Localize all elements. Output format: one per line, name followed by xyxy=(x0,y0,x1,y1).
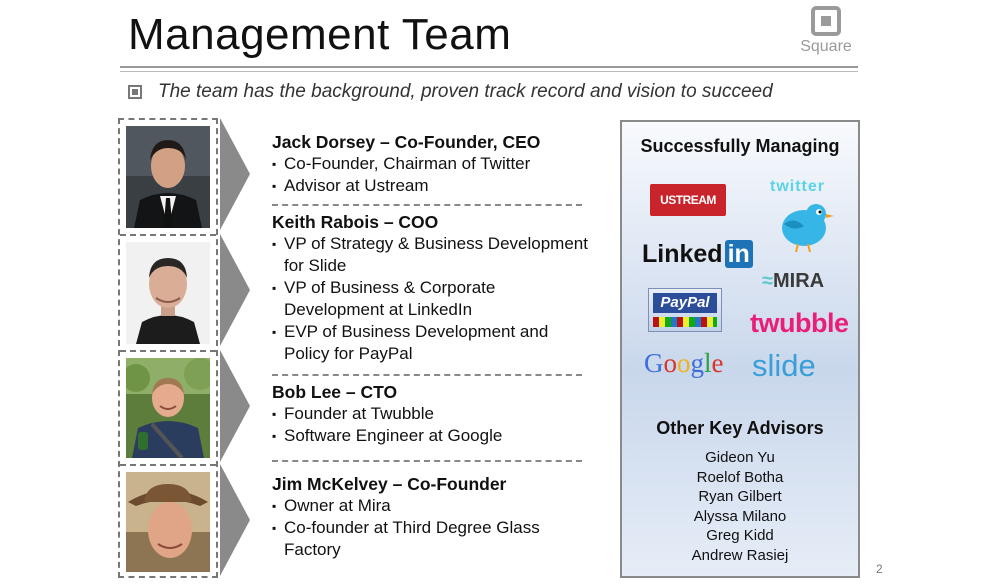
linkedin-in-badge: in xyxy=(725,240,753,268)
bio-name: Bob Lee – CTO xyxy=(272,382,398,402)
bio-separator xyxy=(272,374,582,376)
bio-bullet: ▪ Software Engineer at Google xyxy=(272,425,592,447)
slide-title: Management Team xyxy=(128,10,512,59)
advisor-name: Roelof Botha xyxy=(696,468,784,486)
advisor-name: Gideon Yu xyxy=(705,449,775,466)
twitter-logo-word: twitter xyxy=(770,178,825,195)
bio-bullet: ▪ VP of Business & Corporate Development at LinkedIn xyxy=(272,277,592,321)
photo-jack-dorsey xyxy=(126,126,210,228)
advisors-list xyxy=(622,448,858,565)
managing-panel xyxy=(620,120,860,578)
chevron-right-icon xyxy=(220,464,252,576)
twitter-bird-icon xyxy=(774,198,834,252)
mira-logo xyxy=(762,270,824,293)
photo-divider xyxy=(120,464,216,466)
photo-column xyxy=(118,118,218,578)
mira-wave-icon: ≈ xyxy=(762,270,773,292)
bio-bullet: ▪ Owner at Mira xyxy=(272,495,592,517)
title-rule-thin xyxy=(120,71,858,72)
photo-bob-lee xyxy=(126,358,210,458)
advisor-name: Greg Kidd xyxy=(706,527,774,544)
title-rule xyxy=(120,66,858,68)
chevron-right-icon xyxy=(220,118,252,230)
square-bullet-icon xyxy=(128,85,142,99)
bio-bullet: ▪ Co-founder at Third Degree Glass Factory xyxy=(272,517,592,561)
advisor-name: Ryan Gilbert xyxy=(698,488,782,505)
photo-divider xyxy=(120,234,216,236)
paypal-logo-word: PayPal xyxy=(653,293,717,313)
square-logo-icon xyxy=(811,6,841,36)
mira-logo-word: MIRA xyxy=(772,270,825,292)
photo-divider xyxy=(120,350,216,352)
ustream-logo: USTREAM xyxy=(650,184,726,216)
square-logo xyxy=(794,6,858,62)
subtitle: The team has the background, proven track record and vision to succeed xyxy=(158,81,773,102)
square-logo-word: Square xyxy=(800,38,852,55)
page-number: 2 xyxy=(876,562,883,576)
advisor-name: Andrew Rasiej xyxy=(691,546,789,564)
photo-keith-rabois xyxy=(126,242,210,344)
advisors-heading: Other Key Advisors xyxy=(656,418,824,438)
bio-bullet: ▪ Founder at Twubble xyxy=(272,403,592,425)
bio-jack-dorsey xyxy=(272,132,592,197)
linkedin-logo xyxy=(642,240,753,269)
bio-bullet: ▪ VP of Strategy & Business Development for Slide xyxy=(272,233,592,277)
linkedin-logo-word: Linked xyxy=(642,240,723,268)
bio-bullet: ▪ Co-Founder, Chairman of Twitter xyxy=(272,153,592,175)
paypal-card-stripe xyxy=(653,317,717,327)
bio-separator xyxy=(272,204,582,206)
photo-jim-mckelvey xyxy=(126,472,210,572)
bio-bullet: ▪ Advisor at Ustream xyxy=(272,175,592,197)
google-logo: Google xyxy=(644,348,724,378)
paypal-logo xyxy=(648,288,722,332)
bio-bob-lee xyxy=(272,382,592,447)
bio-name: Jack Dorsey – Co-Founder, CEO xyxy=(272,132,541,152)
twubble-logo: twubble xyxy=(750,308,849,338)
slide-logo: slide xyxy=(752,348,816,383)
chevron-right-icon xyxy=(220,234,252,346)
panel-heading: Successfully Managing xyxy=(640,136,840,156)
bio-keith-rabois xyxy=(272,212,592,365)
chevron-right-icon xyxy=(220,350,252,462)
bio-separator xyxy=(272,460,582,462)
bio-name: Keith Rabois – COO xyxy=(272,212,439,232)
bio-name: Jim McKelvey – Co-Founder xyxy=(272,474,507,494)
advisor-name: Alyssa Milano xyxy=(693,507,787,525)
bio-jim-mckelvey xyxy=(272,474,592,561)
subtitle-row xyxy=(128,80,773,104)
bio-bullet: ▪ EVP of Business Development and Policy for PayPal xyxy=(272,321,592,365)
